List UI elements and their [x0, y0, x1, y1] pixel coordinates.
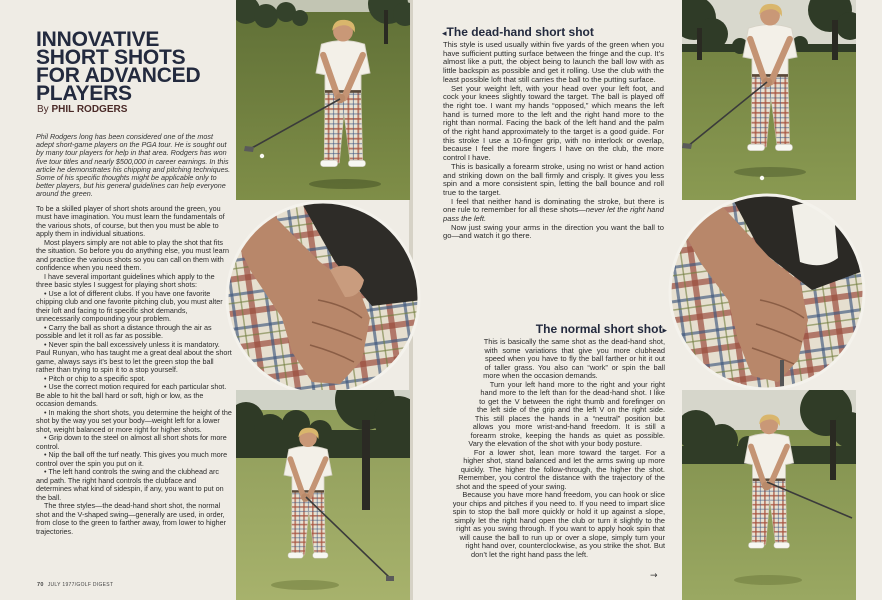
- guideline-item: [36, 290, 232, 324]
- bullet-glyph: •: [44, 288, 47, 298]
- left-text-column: [36, 133, 232, 579]
- bullet-glyph: •: [44, 373, 47, 383]
- page-number: 70: [37, 582, 44, 588]
- guideline-text: Use the correct motion required for each particular shot. Be able to hit the ball hard or soft, high or low, as the occasion demands.: [36, 382, 227, 409]
- bullet-glyph: •: [44, 450, 47, 460]
- continued-arrow-icon: →: [650, 571, 658, 581]
- bullet-glyph: •: [44, 339, 47, 349]
- photo-chip-address-right: [672, 0, 864, 200]
- bullet-glyph: •: [44, 407, 47, 417]
- guideline-item: [36, 324, 232, 341]
- body-paragraph: Because you have more hand freedom, you can hook or slice your chips and pitches if you need to. If you need to impart slice spin to stop the ball more quickly or hold it up against a slope, simply let the right hand open the club or turn it slightly to the right as you swing through. If you want to apply hook spin that will cause the ball to run up or over a slope, simply turn your right hand over, counterclockwise, as you strike the shot. But don’t let the right hand pass the left.: [452, 490, 665, 559]
- inset-grip-closeup-left: [226, 200, 422, 395]
- body-paragraph: To be a skilled player of short shots around the green, you must have imagination. You must learn the fundamentals of the various shots, of course, but then you must be able to apply them in individual situations.: [36, 203, 225, 239]
- left-arrow-icon: ◂: [442, 29, 447, 39]
- guideline-text: Use a lot of different clubs. If you have one favorite chipping club and one favorite pitching club, you must alter their loft and facing to fit specific shot demands, unnecessarily compounding your problem.: [36, 288, 223, 324]
- body-paragraph: The three styles—the dead-hand short shot, the normal shot and the V-shaped swing—generally are used, in order, from close to the green to farther away, from lower to higher trajectories.: [36, 501, 227, 536]
- photo-pitch-follow-through-left: [228, 370, 422, 600]
- guideline-item: [36, 451, 232, 468]
- right-arrow-icon: ▸: [662, 326, 667, 336]
- title-line: SHORT SHOTS: [36, 46, 186, 69]
- byline-prefix: By: [37, 104, 49, 115]
- body-paragraph: Now just swing your arms in the direction you want the ball to go—and watch it go there.: [443, 222, 664, 241]
- issue-line: JULY 1977/GOLF DIGEST: [47, 582, 114, 588]
- article-title: [36, 28, 241, 105]
- section-heading-dead-hand: [442, 26, 667, 41]
- photo-chip-address-left: [232, 0, 417, 200]
- guideline-text: The left hand controls the swing and the clubhead arc and path. The right hand controls the clubface and determines what kind of sidespin, if any, you want to put on the ball.: [36, 467, 224, 502]
- guideline-item: [36, 409, 232, 435]
- body-paragraph: This is basically the same shot as the dead-hand shot, with some variations that give you more clubhead speed when you have to fly the ball farther or hit it out of taller grass. You also can “work” or spin the ball more when the occasion demands.: [483, 338, 665, 380]
- section-heading-text: The dead-hand short shot: [446, 25, 594, 39]
- body-paragraph: Set your weight left, with your head over your left foot, and cock your knees slightly toward the target. The ball is played off the right toe. I want my hands “opposed,” which means the left hand is turned more to the left and the right hand more to the right than normal. Facing the back of the left hand and the palm of the right hand approximately to the target is a good guide. For this stroke I use a 10-finger grip, with no interlock or overlap, because I feel the more fingers I have on the club, the more control I have.: [443, 83, 664, 163]
- body-paragraph: This style is used usually within five yards of the green when you have sufficient putting surface between the fringe and the cup. It’s almost like a putt, the object being to launch the ball low with as little backspin as possible and get it rolling. Use the club with the least possible loft that still carries the ball to the putting surface.: [443, 41, 664, 84]
- body-paragraph: I have several important guidelines which apply to the three basic styles I suggest for playing short shots:: [36, 271, 215, 290]
- bullet-glyph: •: [44, 433, 47, 443]
- golf-ball: [760, 176, 764, 180]
- bullet-glyph: •: [44, 382, 47, 392]
- guideline-text: Pitch or chip to a specific spot.: [48, 373, 146, 383]
- guideline-text: In making the short shots, you determine the height of the shot by the way you set your body—weight left for a lower shot, weight balanced or more right for higher shots.: [36, 407, 232, 434]
- article-body: [36, 205, 232, 537]
- author-name: PHIL RODGERS: [51, 104, 128, 115]
- guideline-item: [36, 434, 232, 451]
- intro-paragraph: Phil Rodgers long has been considered one of the most adept short-game players on the PGA tour. He is sought out by many tour players for help in that area. Rodgers has won five tour titles and nearly $500,000 in career earnings. In this article he demonstrates his chipping and pitching techniques. Some of his specific thoughts might be applicable only to better players, but his general guidelines can help everyone around the green.: [36, 133, 231, 199]
- body-paragraph: Turn your left hand more to the right and your right hand more to the left than for the dead-hand shot. I like to get the V between the right thumb and forefinger on the left side of the grip and the left V on the right side. This still places the hands in a “neutral” position but allows you more wrist-and-hand freedom. It is still a forearm stroke, keeping the hands as quiet as possible. Vary the elevation of the shot with your body posture.: [468, 379, 665, 448]
- emphasized-rule: never let the right hand pass the left.: [443, 205, 664, 224]
- guideline-item: [36, 468, 232, 502]
- guideline-text: Grip down to the steel on almost all short shots for more control.: [36, 433, 227, 451]
- guideline-text: Carry the ball as short a distance through the air as possible and let it roll as far as possible.: [36, 322, 212, 341]
- title-line: PLAYERS: [36, 82, 132, 105]
- body-paragraph: This is basically a forearm stroke, using no wrist or hand action and striking down on the ball firmly and crisply. It gives you less spin and a more consistent spin, letting the ball bounce and roll true to the target.: [443, 161, 664, 197]
- body-paragraph: For a lower shot, lean more toward the target. For a higher shot, stand balanced and let the arms swing up more quickly. The higher the follow-through, the higher the shot. Remember, you control the distance with the trajectory of the shot and the speed of your swing.: [456, 447, 665, 491]
- guideline-text: Nip the ball off the turf neatly. This gives you much more control over the spin you put on it.: [36, 450, 228, 468]
- inset-grip-closeup-right: [668, 193, 866, 394]
- section-heading-text: The normal short shot: [535, 322, 663, 336]
- normal-shot-text-column: [443, 338, 665, 582]
- bullet-glyph: •: [44, 467, 47, 477]
- title-line: INNOVATIVE: [36, 28, 160, 51]
- page-footer: [37, 582, 227, 589]
- body-paragraph: [443, 198, 664, 224]
- title-line: FOR ADVANCED: [36, 64, 201, 87]
- guideline-item: [36, 341, 232, 375]
- photo-pitch-follow-through-right: [676, 384, 868, 600]
- golf-ball: [260, 154, 264, 158]
- paragraph-text: I feel that neither hand is dominating the stroke, but there is one rule to remember for all these shots—: [443, 196, 664, 215]
- guideline-text: Never spin the ball excessively unless it is mandatory. Paul Runyan, who has taught me a great deal about the short game, always says it’s best to let the green stop the ball rather than trying to spin it to a stop yourself.: [36, 339, 232, 375]
- byline: [37, 104, 237, 116]
- body-paragraph: Most players simply are not able to play the shot that fits the situation. So before you do anything else, you must learn and practice the various shots so you can call on them with confidence when you need them.: [36, 237, 229, 273]
- section-heading-normal: [440, 323, 667, 338]
- dead-hand-text-column: [443, 41, 664, 286]
- guideline-item: [36, 383, 232, 409]
- bullet-glyph: •: [44, 322, 47, 332]
